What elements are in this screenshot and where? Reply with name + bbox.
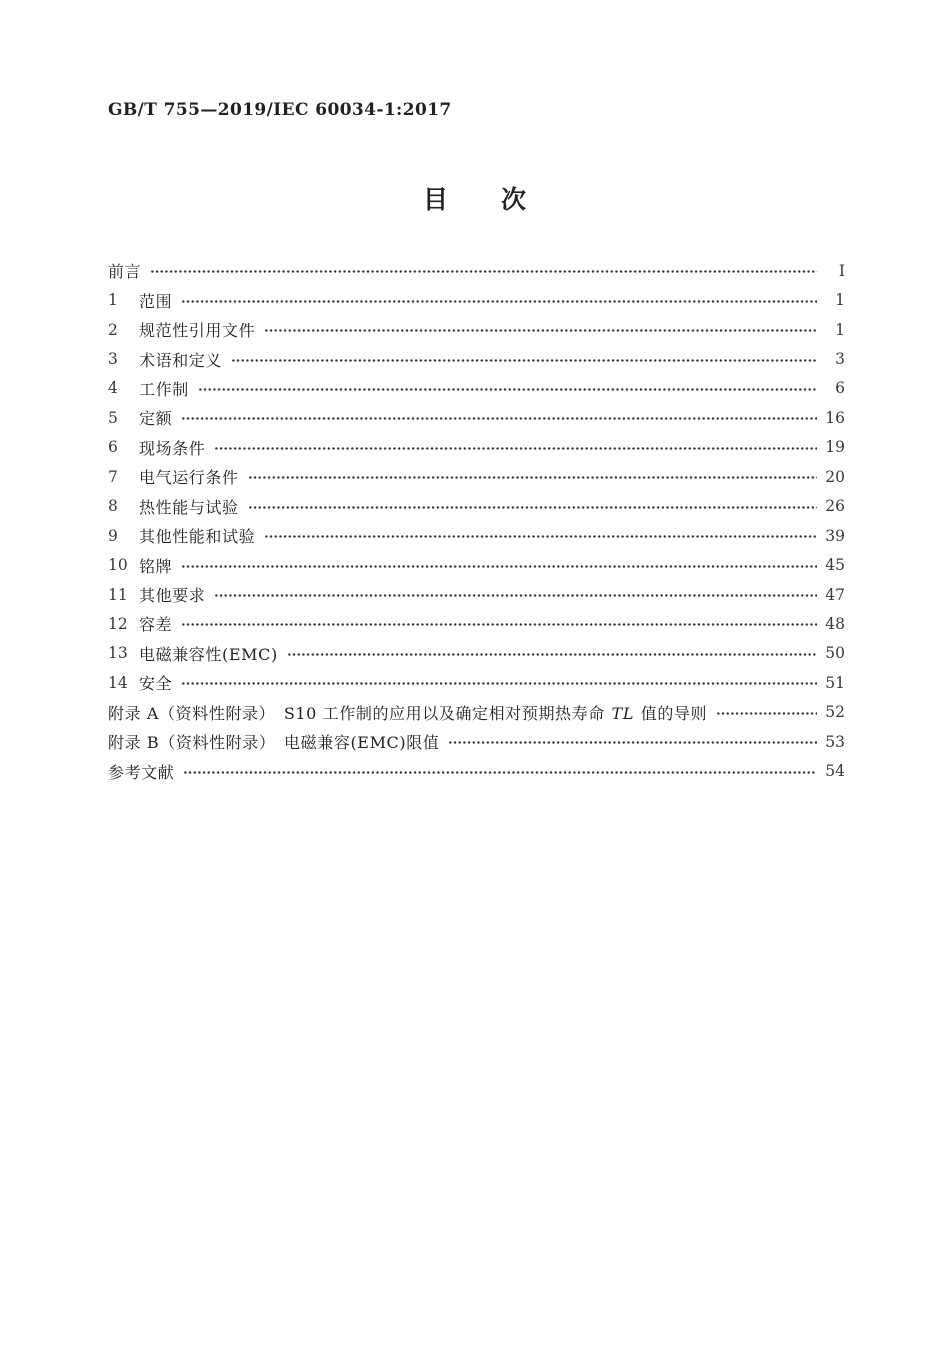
- toc-page-number: 1: [835, 320, 845, 339]
- toc-entry-number: 14: [108, 673, 128, 692]
- toc-page-number: 16: [825, 408, 845, 427]
- toc-title-segment: 工作制: [139, 379, 189, 399]
- toc-page-number: 53: [825, 732, 845, 751]
- dot-leader: [183, 771, 817, 774]
- toc-page-number: 52: [825, 703, 845, 722]
- dot-leader: [150, 270, 817, 273]
- toc-entry-number: 1: [108, 291, 118, 310]
- toc-entry: [108, 698, 845, 727]
- toc-entry-title: [139, 465, 239, 488]
- toc-page-number: 39: [825, 526, 845, 545]
- toc-title-segment: 术语和定义: [139, 350, 223, 370]
- toc-entry-number: 11: [108, 585, 128, 604]
- dot-leader: [448, 741, 817, 744]
- dot-leader: [287, 653, 817, 656]
- toc-entry: [108, 433, 845, 462]
- toc-entry-title: [139, 377, 189, 400]
- toc-entry-number: 12: [108, 614, 128, 633]
- toc-entry: [108, 550, 845, 579]
- toc-entry-title: [139, 671, 172, 694]
- dot-leader: [198, 388, 817, 391]
- toc-entry: [108, 727, 845, 756]
- toc-entry-number: 7: [108, 467, 118, 486]
- toc-title-segment: 参考文献: [108, 762, 175, 782]
- toc-entry-number: 13: [108, 644, 128, 663]
- dot-leader: [214, 447, 817, 450]
- toc-entry: [108, 256, 845, 285]
- toc-entry: [108, 492, 845, 521]
- toc-title-segment: 定额: [139, 409, 173, 429]
- dot-leader: [231, 359, 817, 362]
- toc-page-number: 47: [825, 585, 845, 604]
- dot-leader: [181, 565, 817, 568]
- toc-page-number: 54: [825, 762, 845, 781]
- dot-leader: [181, 623, 817, 626]
- toc-entry: [108, 374, 845, 403]
- toc-title-segment: 其他要求: [139, 586, 206, 606]
- toc-entry-title: [139, 583, 205, 606]
- toc-title-segment: 现场条件: [139, 438, 206, 458]
- dot-leader: [264, 329, 817, 332]
- toc-entry: [108, 462, 845, 491]
- toc-title-segment: 规范性引用文件: [139, 321, 256, 341]
- toc-title-italic-segment: TL: [611, 703, 635, 723]
- toc-entry-title: [139, 406, 172, 429]
- toc-entry: [108, 639, 845, 668]
- toc-page-number: 19: [825, 438, 845, 457]
- toc-entry: [108, 285, 845, 314]
- toc-title-segment: 附录 A（资料性附录） S10 工作制的应用以及确定相对预期热寿命: [108, 703, 611, 723]
- dot-leader: [248, 476, 817, 479]
- toc-title-segment: 铭牌: [139, 556, 173, 576]
- toc-title-segment: 电气运行条件: [139, 468, 239, 488]
- toc-title-segment: 值的导则: [635, 703, 708, 723]
- toc-entry-title: [108, 259, 141, 282]
- dot-leader: [214, 594, 817, 597]
- toc-title-segment: 范围: [139, 291, 173, 311]
- toc-entry: [108, 580, 845, 609]
- table-of-contents: [108, 256, 845, 786]
- toc-page-number: 20: [825, 467, 845, 486]
- toc-entry-number: 8: [108, 497, 118, 516]
- toc-entry: [108, 344, 845, 373]
- toc-entry: [108, 315, 845, 344]
- dot-leader: [716, 712, 817, 715]
- toc-entry: [108, 756, 845, 785]
- toc-entry-title: [139, 642, 278, 665]
- toc-page-number: 1: [835, 291, 845, 310]
- toc-title-segment: 安全: [139, 674, 173, 694]
- toc-entry: [108, 668, 845, 697]
- toc-entry-title: [139, 436, 205, 459]
- toc-entry-number: 3: [108, 350, 118, 369]
- toc-page-number: 50: [825, 644, 845, 663]
- toc-entry-title: [108, 730, 439, 753]
- toc-page-number: 3: [835, 350, 845, 369]
- toc-entry-title: [139, 495, 239, 518]
- toc-entry-title: [139, 554, 172, 577]
- toc-title-segment: 前言: [108, 262, 142, 282]
- dot-leader: [181, 417, 817, 420]
- toc-page-number: 6: [835, 379, 845, 398]
- toc-page-number: 45: [825, 556, 845, 575]
- toc-title-segment: 电磁兼容性(EMC): [139, 644, 278, 664]
- toc-entry-number: 6: [108, 438, 118, 457]
- toc-entry-number: 5: [108, 408, 118, 427]
- toc-entry-title: [139, 289, 172, 312]
- dot-leader: [248, 506, 817, 509]
- toc-entry: [108, 609, 845, 638]
- toc-page-number: 48: [825, 614, 845, 633]
- toc-entry-title: [139, 612, 172, 635]
- toc-entry-number: 10: [108, 556, 128, 575]
- page-title: 目 次: [422, 185, 527, 214]
- toc-entry-number: 9: [108, 526, 118, 545]
- toc-title-segment: 其他性能和试验: [139, 527, 256, 547]
- toc-entry-title: [139, 318, 255, 341]
- toc-title-segment: 热性能与试验: [139, 497, 239, 517]
- toc-entry: [108, 521, 845, 550]
- toc-entry-title: [108, 701, 707, 724]
- dot-leader: [181, 300, 817, 303]
- standard-number-header: GB/T 755—2019/IEC 60034-1:2017: [108, 100, 452, 120]
- toc-title-segment: 容差: [139, 615, 173, 635]
- toc-title-segment: 附录 B（资料性附录） 电磁兼容(EMC)限值: [108, 733, 440, 753]
- toc-page-number: Ⅰ: [838, 261, 845, 280]
- dot-leader: [264, 535, 817, 538]
- toc-entry-number: 2: [108, 320, 118, 339]
- toc-entry-title: [139, 348, 222, 371]
- toc-page-number: 26: [825, 497, 845, 516]
- toc-entry-title: [108, 760, 174, 783]
- dot-leader: [181, 682, 817, 685]
- toc-page-number: 51: [825, 673, 845, 692]
- toc-entry: [108, 403, 845, 432]
- toc-entry-title: [139, 524, 255, 547]
- toc-entry-number: 4: [108, 379, 118, 398]
